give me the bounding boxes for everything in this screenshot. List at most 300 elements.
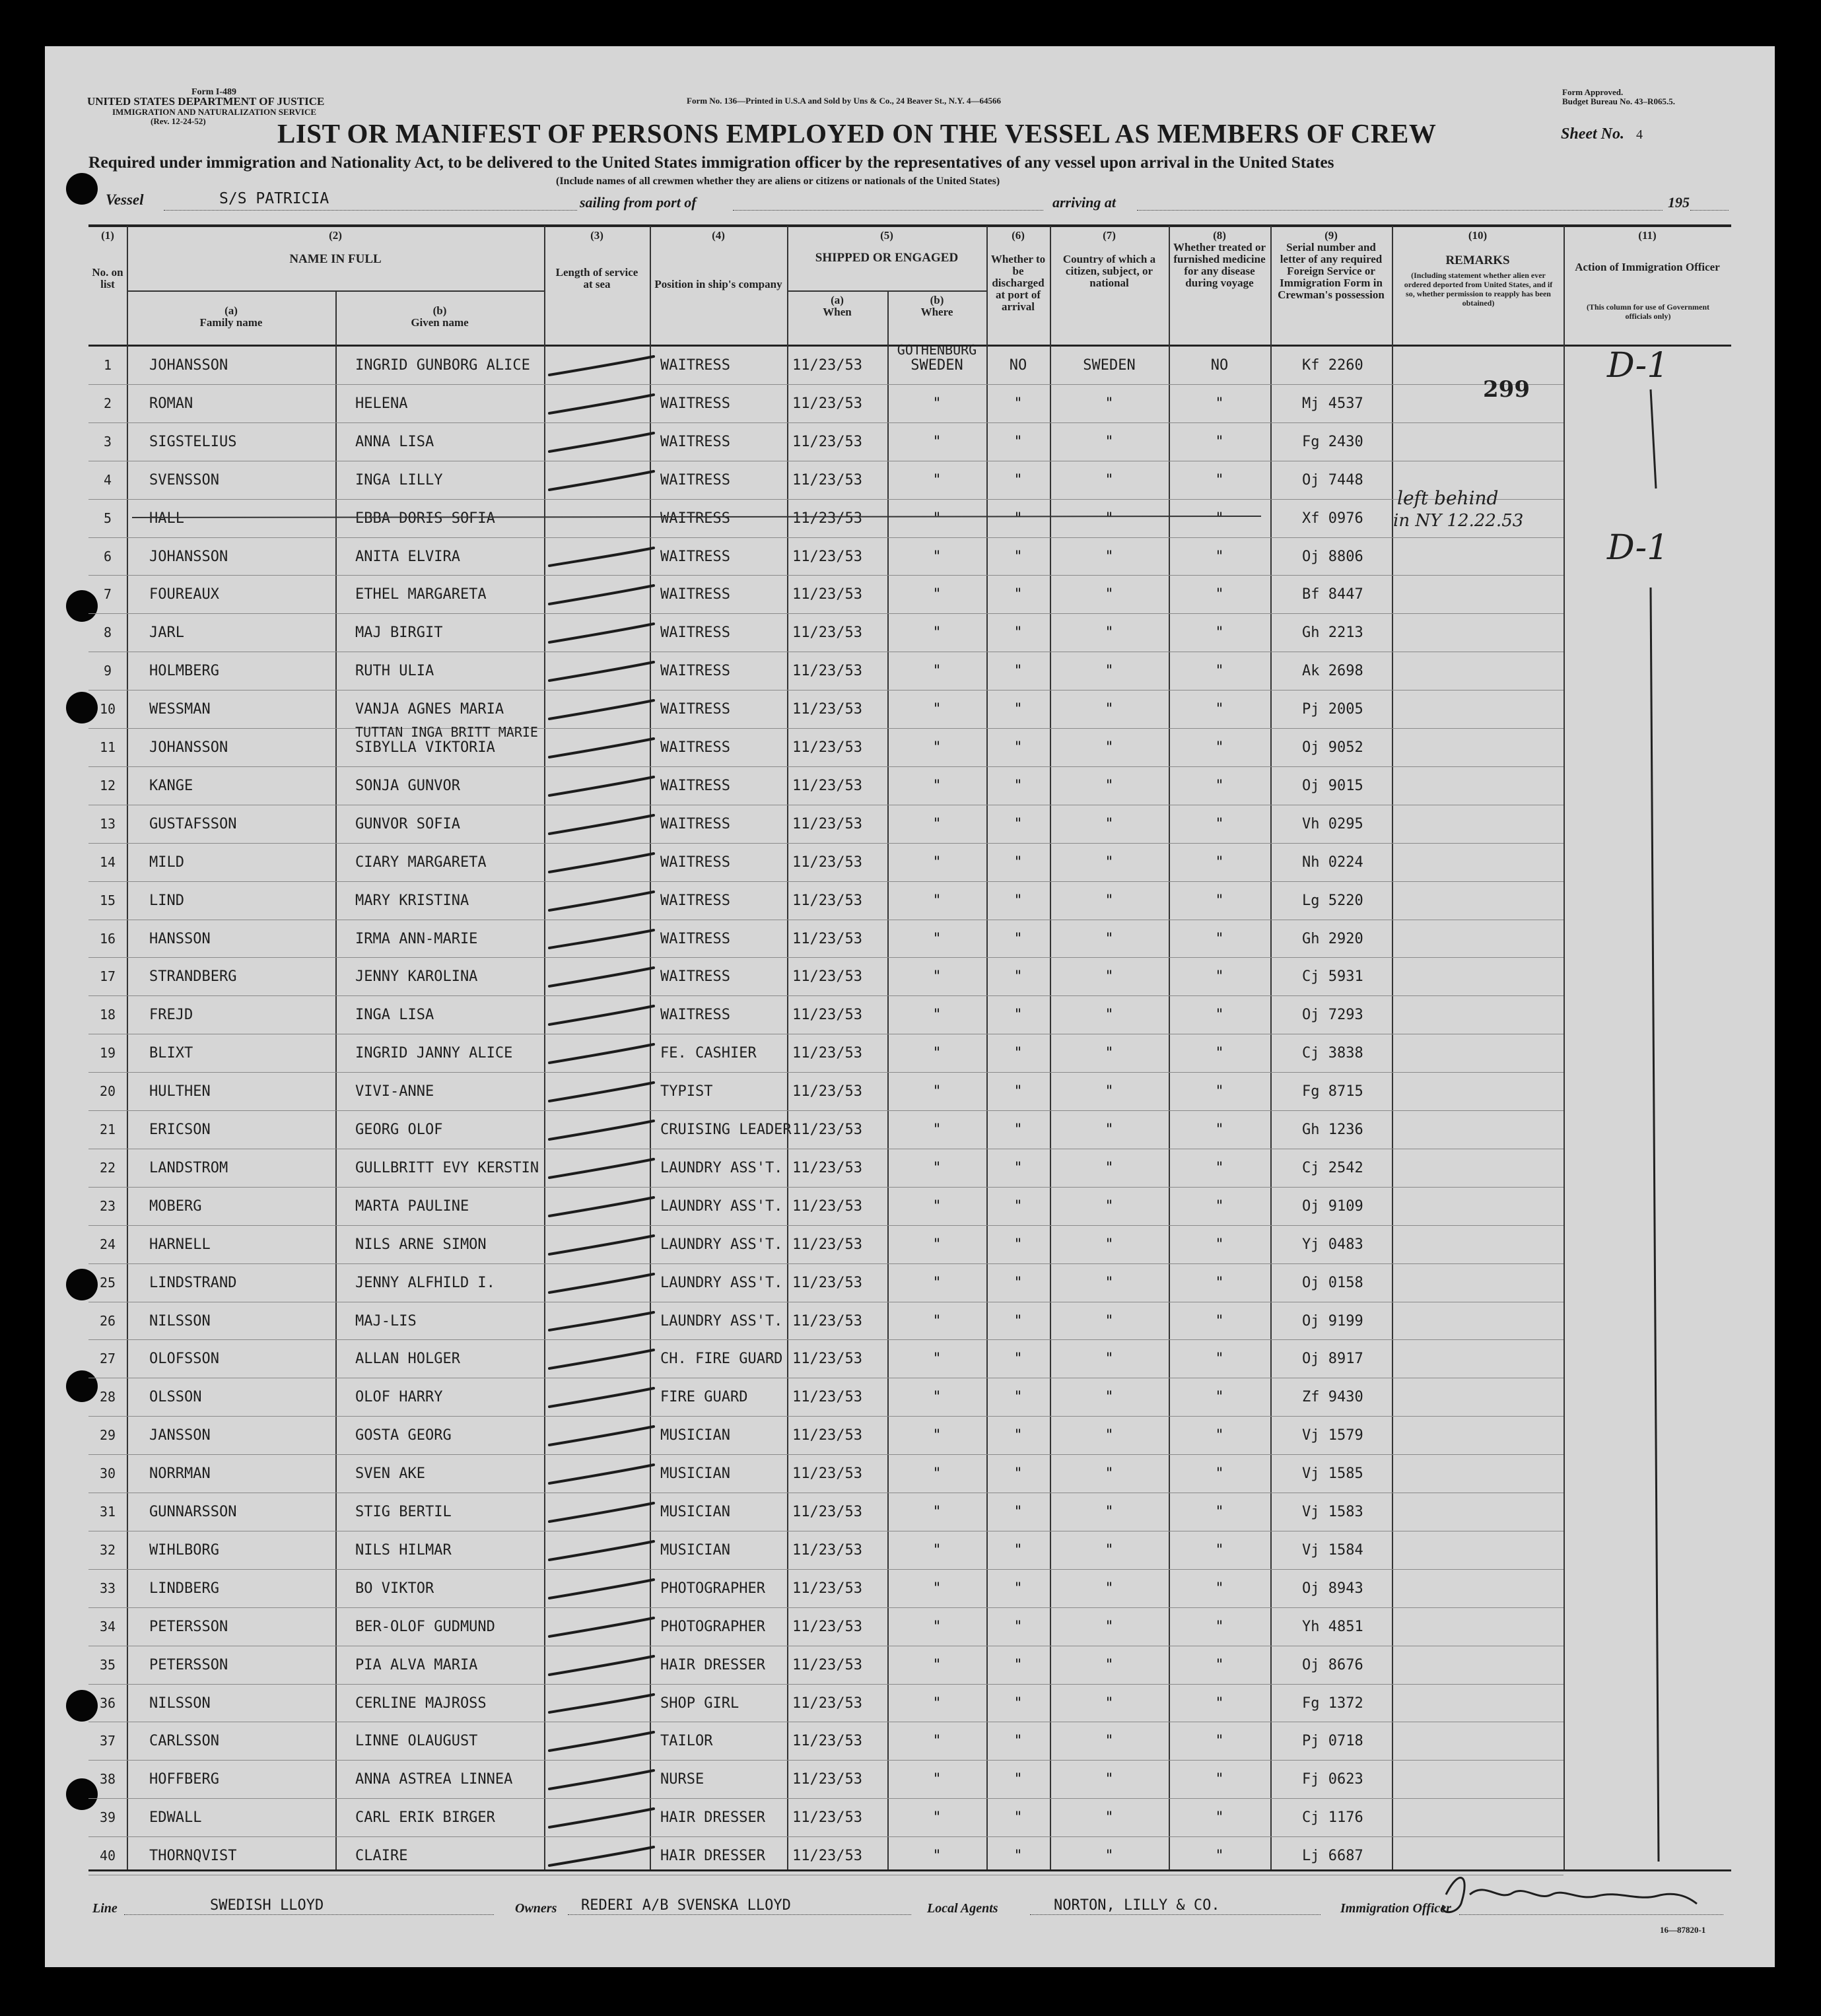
given-name: INGRID GUNBORG ALICE <box>355 357 530 374</box>
position: TAILOR <box>660 1733 713 1749</box>
given-name: VIVI-ANNE <box>355 1083 434 1100</box>
position: WAITRESS <box>660 624 730 641</box>
service-length-slash <box>549 1350 654 1368</box>
form-code: 16—87820-1 <box>1660 1925 1706 1935</box>
service-length-slash <box>549 1656 654 1675</box>
family-name: OLSSON <box>149 1389 202 1405</box>
header-no-on-list: No. on list <box>92 266 123 290</box>
shipped-when: 11/23/53 <box>792 549 862 565</box>
shipped-when: 11/23/53 <box>792 931 862 947</box>
shipped-where: " <box>932 931 942 947</box>
serial-number: Pj 0718 <box>1302 1733 1363 1749</box>
serial-number: Vj 1579 <box>1302 1427 1363 1444</box>
service-length-slash <box>549 586 654 604</box>
row-number: 15 <box>99 892 116 908</box>
row-number: 18 <box>99 1007 116 1023</box>
row-number: 31 <box>99 1504 116 1520</box>
serial-number: Cj 5931 <box>1302 968 1363 985</box>
family-name: HALL <box>149 510 184 527</box>
country: " <box>1105 586 1114 603</box>
shipped-where: " <box>932 968 942 985</box>
family-name: NILSSON <box>149 1313 211 1329</box>
owners-underline <box>568 1914 911 1915</box>
family-name: MILD <box>149 854 184 871</box>
given-name: JENNY ALFHILD I. <box>355 1275 495 1291</box>
row-number: 4 <box>103 472 112 488</box>
country: " <box>1105 1619 1114 1635</box>
shipped-when: 11/23/53 <box>792 1007 862 1023</box>
shipped-when: 11/23/53 <box>792 1389 862 1405</box>
discharged: " <box>1014 1045 1023 1061</box>
medicine: " <box>1215 1733 1224 1749</box>
position: FIRE GUARD <box>660 1389 748 1405</box>
serial-number: Nh 0224 <box>1302 854 1363 871</box>
header-position: Position in ship's company <box>654 278 782 290</box>
shipped-where: " <box>932 624 942 641</box>
given-name: MAJ BIRGIT <box>355 624 443 641</box>
given-name: HELENA <box>355 395 408 412</box>
row-number: 33 <box>99 1580 116 1596</box>
country: " <box>1105 472 1114 488</box>
serial-number: Mj 4537 <box>1302 395 1363 412</box>
medicine: " <box>1215 1389 1224 1405</box>
serial-number: Xf 0976 <box>1302 510 1363 527</box>
shipped-when: 11/23/53 <box>792 1465 862 1482</box>
service-length-slash <box>549 356 654 375</box>
service-length-slash <box>549 1809 654 1827</box>
discharged: " <box>1014 1275 1023 1291</box>
medicine: " <box>1215 931 1224 947</box>
row-number: 19 <box>99 1045 116 1061</box>
shipped-where: " <box>932 1771 942 1788</box>
given-name: CARL ERIK BIRGER <box>355 1809 495 1826</box>
position: LAUNDRY ASS'T. <box>660 1160 783 1176</box>
position: MUSICIAN <box>660 1465 730 1482</box>
position: SHOP GIRL <box>660 1695 739 1712</box>
shipped-when: 11/23/53 <box>792 586 862 603</box>
shipped-when: 11/23/53 <box>792 1275 862 1291</box>
serial-number: Vh 0295 <box>1302 816 1363 832</box>
row-number: 36 <box>99 1695 116 1711</box>
serial-number: Vj 1585 <box>1302 1465 1363 1482</box>
medicine: " <box>1215 586 1224 603</box>
shipped-when: 11/23/53 <box>792 1657 862 1673</box>
shipped-when: 11/23/53 <box>792 892 862 909</box>
header-action: Action of Immigration Officer <box>1575 261 1720 273</box>
header-where-index: (b) <box>930 294 944 306</box>
given-name: VANJA AGNES MARIA <box>355 701 504 718</box>
shipped-where: " <box>932 472 942 488</box>
family-name: HOLMBERG <box>149 663 219 679</box>
position: NURSE <box>660 1771 704 1788</box>
family-name: LINDSTRAND <box>149 1275 237 1291</box>
medicine: " <box>1215 1809 1224 1826</box>
discharged: " <box>1014 778 1023 794</box>
serial-number: Fj 0623 <box>1302 1771 1363 1788</box>
medicine: " <box>1215 1465 1224 1482</box>
medicine: " <box>1215 1122 1224 1138</box>
service-length-slash <box>549 1083 654 1101</box>
shipped-where: " <box>932 1275 942 1291</box>
service-length-slash <box>549 1503 654 1522</box>
row-number: 5 <box>103 510 112 526</box>
position: WAITRESS <box>660 395 730 412</box>
country: " <box>1105 1045 1114 1061</box>
discharged: " <box>1014 1695 1023 1712</box>
row-number: 6 <box>103 549 112 564</box>
service-length-slash <box>549 1618 654 1636</box>
country: " <box>1105 510 1114 527</box>
serial-number: Oj 9199 <box>1302 1313 1363 1329</box>
given-name: BER-OLOF GUDMUND <box>355 1619 495 1635</box>
medicine: " <box>1215 739 1224 756</box>
position: CH. FIRE GUARD <box>660 1351 783 1367</box>
row-number: 27 <box>99 1351 116 1366</box>
serial-number: Cj 1176 <box>1302 1809 1363 1826</box>
row-number: 13 <box>99 816 116 832</box>
position: PHOTOGRAPHER <box>660 1580 765 1597</box>
given-name: SIBYLLA VIKTORIA <box>355 739 495 756</box>
serial-number: Gh 2213 <box>1302 624 1363 641</box>
discharged: " <box>1014 1122 1023 1138</box>
vessel-label: Vessel <box>106 191 144 208</box>
medicine: " <box>1215 1007 1224 1023</box>
discharged: " <box>1014 854 1023 871</box>
shipped-when: 11/23/53 <box>792 816 862 832</box>
position: WAITRESS <box>660 701 730 718</box>
service-length-slash <box>549 854 654 872</box>
medicine: NO <box>1210 357 1229 374</box>
medicine: " <box>1215 1695 1224 1712</box>
country: " <box>1105 1007 1114 1023</box>
discharged: " <box>1014 968 1023 985</box>
serial-number: Vj 1583 <box>1302 1504 1363 1520</box>
service-length-slash <box>549 892 654 910</box>
medicine: " <box>1215 1848 1224 1864</box>
discharged: " <box>1014 510 1023 527</box>
given-name: ETHEL MARGARETA <box>355 586 487 603</box>
family-name: GUSTAFSSON <box>149 816 237 832</box>
discharged: " <box>1014 1313 1023 1329</box>
service-length-slash <box>549 1121 654 1139</box>
discharged: " <box>1014 1848 1023 1864</box>
shipped-where: " <box>932 1619 942 1635</box>
shipped-where: " <box>932 1504 942 1520</box>
serial-number: Oj 9052 <box>1302 739 1363 756</box>
service-length-slash <box>549 1695 654 1712</box>
family-name: HOFFBERG <box>149 1771 219 1788</box>
family-name: LIND <box>149 892 184 909</box>
owners-label: Owners <box>515 1901 557 1916</box>
shipped-where: " <box>932 701 942 718</box>
family-name: SIGSTELIUS <box>149 434 237 450</box>
family-name: LANDSTROM <box>149 1160 228 1176</box>
discharged: " <box>1014 1619 1023 1635</box>
serial-number: Pj 2005 <box>1302 701 1363 718</box>
service-length-slash <box>549 1847 654 1865</box>
shipped-when: 11/23/53 <box>792 357 862 374</box>
shipped-when: 11/23/53 <box>792 1351 862 1367</box>
position: HAIR DRESSER <box>660 1657 765 1673</box>
country: " <box>1105 739 1114 756</box>
shipped-where: " <box>932 1313 942 1329</box>
medicine: " <box>1215 1160 1224 1176</box>
medicine: " <box>1215 968 1224 985</box>
col-number: (3) <box>590 229 603 242</box>
position: WAITRESS <box>660 472 730 488</box>
position: LAUNDRY ASS'T. <box>660 1313 783 1329</box>
service-length-slash <box>549 1580 654 1598</box>
discharged: " <box>1014 1580 1023 1597</box>
medicine: " <box>1215 624 1224 641</box>
sheet-no-label: Sheet No. <box>1561 125 1624 143</box>
row-number: 22 <box>99 1160 116 1176</box>
discharged: " <box>1014 1504 1023 1520</box>
row-number: 26 <box>99 1313 116 1329</box>
shipped-where: " <box>932 1007 942 1023</box>
action-bracket-2 <box>1651 588 1659 1862</box>
row-number: 35 <box>99 1657 116 1673</box>
family-name: JOHANSSON <box>149 549 228 565</box>
given-name: GULLBRITT EVY KERSTIN <box>355 1160 539 1176</box>
serial-number: Oj 8943 <box>1302 1580 1363 1597</box>
serial-number: Ak 2698 <box>1302 663 1363 679</box>
family-name: JOHANSSON <box>149 357 228 374</box>
header-country: Country of which a citizen, subject, or national <box>1062 253 1156 289</box>
printer-line: Form No. 136—Printed in U.S.A and Sold by Uns & Co., 24 Beaver St., N.Y. 4—64566 <box>687 96 1001 106</box>
discharged: " <box>1014 1160 1023 1176</box>
discharged: " <box>1014 434 1023 450</box>
position: WAITRESS <box>660 739 730 756</box>
header-remarks-note: (Including statement whether alien ever ordered deported from United States, and if so, whether permission to reapply has been obtained) <box>1404 271 1553 308</box>
action-bracket-1 <box>1651 389 1656 488</box>
header-discharged: Whether to be discharged at port of arrival <box>990 253 1046 313</box>
shipped-when: 11/23/53 <box>792 510 862 527</box>
header-when-index: (a) <box>831 294 844 306</box>
shipped-when: 11/23/53 <box>792 1809 862 1826</box>
action-mark: D-1 <box>1607 346 1669 386</box>
country: " <box>1105 1657 1114 1673</box>
discharged: " <box>1014 739 1023 756</box>
shipped-where: " <box>932 1236 942 1253</box>
given-name: RUTH ULIA <box>355 663 434 679</box>
discharged: " <box>1014 1007 1023 1023</box>
country: " <box>1105 1122 1114 1138</box>
given-name: ANNA LISA <box>355 434 434 450</box>
discharged: " <box>1014 663 1023 679</box>
family-name: PETERSSON <box>149 1619 228 1635</box>
service-length-slash <box>549 662 654 681</box>
family-name: WESSMAN <box>149 701 211 718</box>
service-length-slash <box>549 433 654 452</box>
family-name: CARLSSON <box>149 1733 219 1749</box>
family-name: EDWALL <box>149 1809 202 1826</box>
row-number: 40 <box>99 1848 116 1864</box>
family-name: STRANDBERG <box>149 968 237 985</box>
service-name: IMMIGRATION AND NATURALIZATION SERVICE <box>112 107 317 117</box>
shipped-when: 11/23/53 <box>792 1045 862 1061</box>
given-name: SVEN AKE <box>355 1465 425 1482</box>
shipped-where: " <box>932 1160 942 1176</box>
given-name: MARY KRISTINA <box>355 892 469 909</box>
country: " <box>1105 395 1114 412</box>
medicine: " <box>1215 1236 1224 1253</box>
approval-line-2: Budget Bureau No. 43–R065.5. <box>1562 96 1675 106</box>
year-label: 195 <box>1668 194 1690 211</box>
serial-number: Oj 8806 <box>1302 549 1363 565</box>
row-number: 12 <box>99 778 116 793</box>
discharged: " <box>1014 1427 1023 1444</box>
discharged: " <box>1014 1083 1023 1100</box>
country: " <box>1105 1504 1114 1520</box>
remark-number: 299 <box>1483 376 1530 403</box>
row-number: 23 <box>99 1198 116 1214</box>
service-length-slash <box>549 1044 654 1063</box>
country: " <box>1105 624 1114 641</box>
given-name: ANNA ASTREA LINNEA <box>355 1771 513 1788</box>
shipped-where: " <box>932 1580 942 1597</box>
discharged: " <box>1014 472 1023 488</box>
country: " <box>1105 892 1114 909</box>
shipped-where: " <box>932 1848 942 1864</box>
shipped-when: 11/23/53 <box>792 701 862 718</box>
position: MUSICIAN <box>660 1504 730 1520</box>
shipped-where: " <box>932 1657 942 1673</box>
remark-left-behind: left behind <box>1397 487 1499 509</box>
strikethrough-row-5 <box>132 516 1261 518</box>
country: " <box>1105 1083 1114 1100</box>
service-length-slash <box>549 548 654 566</box>
position: WAITRESS <box>660 931 730 947</box>
shipped-where: " <box>932 1695 942 1712</box>
header-when: When <box>823 306 852 318</box>
shipped-where: " <box>932 778 942 794</box>
serial-number: Bf 8447 <box>1302 586 1363 603</box>
family-name: ROMAN <box>149 395 193 412</box>
row-number: 1 <box>103 357 112 373</box>
position: HAIR DRESSER <box>660 1848 765 1864</box>
position: FE. CASHIER <box>660 1045 757 1061</box>
shipped-when: 11/23/53 <box>792 968 862 985</box>
row-number: 10 <box>99 701 116 717</box>
position: WAITRESS <box>660 434 730 450</box>
given-name: MAJ-LIS <box>355 1313 417 1329</box>
discharged: NO <box>1009 357 1027 374</box>
serial-number: Yh 4851 <box>1302 1619 1363 1635</box>
shipped-where: " <box>932 1389 942 1405</box>
medicine: " <box>1215 1275 1224 1291</box>
position: HAIR DRESSER <box>660 1809 765 1826</box>
serial-number: Yj 0483 <box>1302 1236 1363 1253</box>
family-name: JOHANSSON <box>149 739 228 756</box>
service-length-slash <box>549 1197 654 1216</box>
shipped-where: " <box>932 1045 942 1061</box>
row-number: 3 <box>103 434 112 450</box>
country: " <box>1105 663 1114 679</box>
family-name: HULTHEN <box>149 1083 211 1100</box>
serial-number: Lj 6687 <box>1302 1848 1363 1864</box>
shipped-where: " <box>932 739 942 756</box>
header-given-name: Given name <box>411 316 469 329</box>
medicine: " <box>1215 1542 1224 1559</box>
shipped-when: 11/23/53 <box>792 1733 862 1749</box>
position: LAUNDRY ASS'T. <box>660 1236 783 1253</box>
shipped-when: 11/23/53 <box>792 778 862 794</box>
medicine: " <box>1215 892 1224 909</box>
col-number: (9) <box>1324 229 1338 242</box>
discharged: " <box>1014 549 1023 565</box>
position: WAITRESS <box>660 549 730 565</box>
shipped-when: 11/23/53 <box>792 1236 862 1253</box>
owners-value: REDERI A/B SVENSKA LLOYD <box>581 1897 791 1914</box>
row-number: 8 <box>103 624 112 640</box>
country: " <box>1105 1809 1114 1826</box>
serial-number: Zf 9430 <box>1302 1389 1363 1405</box>
shipped-where: " <box>932 1733 942 1749</box>
shipped-where: " <box>932 1465 942 1482</box>
service-length-slash <box>549 1427 654 1445</box>
discharged: " <box>1014 1236 1023 1253</box>
row-number: 21 <box>99 1122 116 1137</box>
country: " <box>1105 931 1114 947</box>
serial-number: Cj 3838 <box>1302 1045 1363 1061</box>
shipped-when: 11/23/53 <box>792 1198 862 1215</box>
country: " <box>1105 1351 1114 1367</box>
service-length-slash <box>549 1770 654 1789</box>
row-number: 9 <box>103 663 112 679</box>
family-name: PETERSSON <box>149 1657 228 1673</box>
position: CRUISING LEADER <box>660 1122 792 1138</box>
given-name: INGRID JANNY ALICE <box>355 1045 513 1061</box>
discharged: " <box>1014 1389 1023 1405</box>
country: " <box>1105 1389 1114 1405</box>
given-name: EBBA DORIS SOFIA <box>355 510 495 527</box>
medicine: " <box>1215 1198 1224 1215</box>
col-number: (1) <box>101 229 114 242</box>
position: WAITRESS <box>660 778 730 794</box>
serial-number: Oj 7448 <box>1302 472 1363 488</box>
shipped-where: SWEDEN <box>910 357 963 374</box>
col-number: (6) <box>1012 229 1025 242</box>
medicine: " <box>1215 1427 1224 1444</box>
given-name: ALLAN HOLGER <box>355 1351 460 1367</box>
header-family-name: Family name <box>199 316 263 329</box>
family-name: HANSSON <box>149 931 211 947</box>
shipped-when: 11/23/53 <box>792 1619 862 1635</box>
shipped-where-port: GOTHENBURG <box>897 342 977 358</box>
serial-number: Kf 2260 <box>1302 357 1363 374</box>
given-name: CERLINE MAJROSS <box>355 1695 487 1712</box>
country: " <box>1105 1198 1114 1215</box>
country: " <box>1105 1542 1114 1559</box>
given-name-alias: TUTTAN INGA BRITT MARIE <box>355 724 538 740</box>
position: WAITRESS <box>660 854 730 871</box>
given-name: OLOF HARRY <box>355 1389 443 1405</box>
given-name: NILS HILMAR <box>355 1542 452 1559</box>
service-length-slash <box>549 1388 654 1407</box>
header-family-index: (a) <box>224 304 238 317</box>
given-name: INGA LISA <box>355 1007 434 1023</box>
family-name: SVENSSON <box>149 472 219 488</box>
country: " <box>1105 968 1114 985</box>
service-length-slash <box>549 968 654 986</box>
shipped-when: 11/23/53 <box>792 395 862 412</box>
discharged: " <box>1014 701 1023 718</box>
row-number: 32 <box>99 1542 116 1558</box>
shipped-when: 11/23/53 <box>792 1083 862 1100</box>
serial-number: Vj 1584 <box>1302 1542 1363 1559</box>
discharged: " <box>1014 1542 1023 1559</box>
